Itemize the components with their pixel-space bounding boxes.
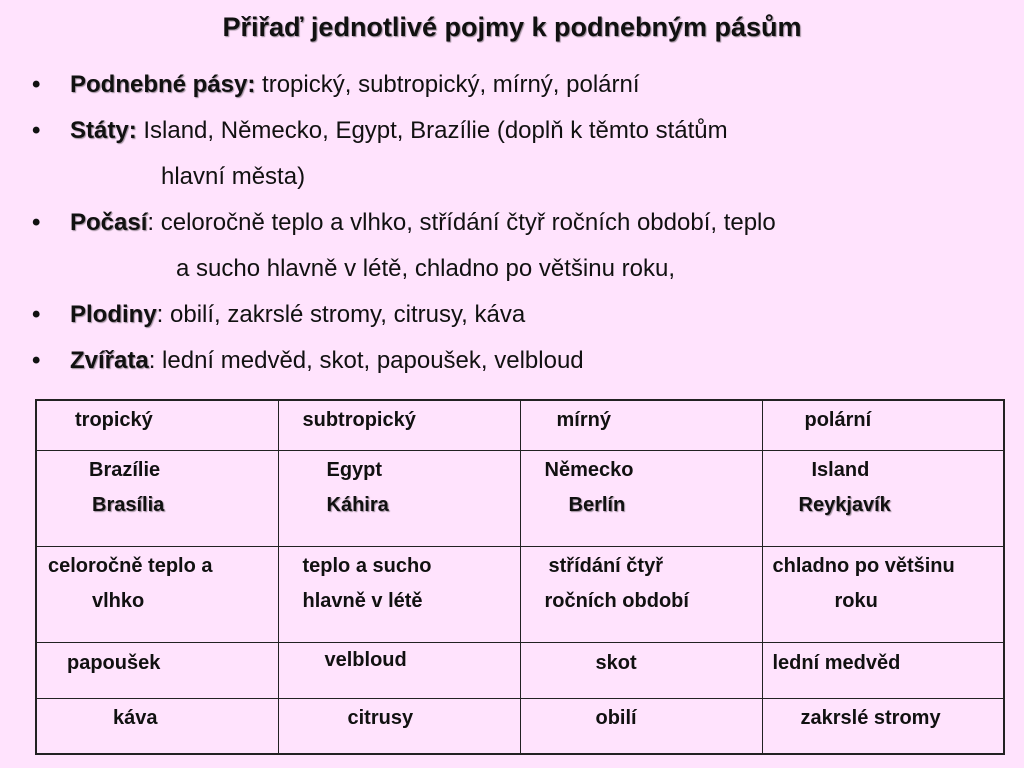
crop-name: citrusy <box>347 706 414 729</box>
table-cell <box>762 698 1004 754</box>
table-cell <box>520 547 762 643</box>
state-name: Brazílie <box>89 459 161 482</box>
table-cell <box>278 547 520 643</box>
bullet-label: Zvířata <box>70 347 149 374</box>
bullet-dot-icon: • <box>32 301 41 328</box>
weather-line: teplo a sucho <box>302 555 432 578</box>
bullet-weather <box>32 200 1012 292</box>
weather-line: střídání čtyř <box>548 555 663 578</box>
table-row-headers <box>36 400 1004 451</box>
crop-name: káva <box>113 706 158 729</box>
animal-name: papoušek <box>67 652 161 675</box>
table-cell <box>36 547 278 643</box>
bullet-text: tropický, subtropický, mírný, polární <box>255 71 640 98</box>
bullet-continuation: a sucho hlavně v létě, chladno po většinu roku, <box>176 255 675 282</box>
bullet-text: : obilí, zakrslé stromy, citrusy, káva <box>156 301 526 328</box>
capital-name: Berlín <box>568 494 626 517</box>
weather-line: hlavně v létě <box>302 590 423 613</box>
state-name: Egypt <box>326 459 383 482</box>
header-tropical: tropický <box>75 409 153 431</box>
table-cell <box>36 698 278 754</box>
bullet-label: Státy: <box>70 117 137 144</box>
bullet-text: : celoročně teplo a vlhko, střídání čtyř ročních období, teplo <box>147 209 776 236</box>
table-cell <box>278 643 520 699</box>
bullet-list <box>32 62 1012 384</box>
bullet-continuation: hlavní města) <box>161 163 306 190</box>
table-row-weather <box>36 547 1004 643</box>
crop-name: zakrslé stromy <box>800 706 941 729</box>
weather-line: chladno po většinu <box>772 555 955 578</box>
bullet-states <box>32 108 1012 200</box>
weather-line: vlhko <box>92 590 145 613</box>
bullet-text: Island, Německo, Egypt, Brazílie (doplň k těmto státům <box>136 117 728 144</box>
capital-name: Reykjavík <box>798 494 891 517</box>
bullet-dot-icon: • <box>32 117 41 144</box>
animal-name: lední medvěd <box>772 652 901 675</box>
table-row-animals <box>36 643 1004 699</box>
bullet-crops <box>32 292 1012 338</box>
state-name: Německo <box>544 459 634 482</box>
table-row-crops <box>36 698 1004 754</box>
state-name: Island <box>811 459 870 482</box>
bullet-label: Plodiny <box>70 301 157 328</box>
bullet-climate-zones <box>32 62 1012 108</box>
weather-line: ročních období <box>544 590 689 613</box>
table-cell <box>520 451 762 547</box>
climate-zone-table <box>35 399 1005 755</box>
header-subtropical: subtropický <box>302 409 416 431</box>
weather-line: roku <box>834 590 878 613</box>
table-cell <box>762 451 1004 547</box>
weather-line: celoročně teplo a <box>48 555 213 578</box>
capital-name: Brasília <box>92 494 165 517</box>
bullet-animals <box>32 338 1012 384</box>
table-cell <box>762 643 1004 699</box>
table-cell <box>762 547 1004 643</box>
table-cell <box>762 400 1004 451</box>
header-polar: polární <box>804 409 872 431</box>
table-cell <box>36 400 278 451</box>
header-temperate: mírný <box>556 409 611 431</box>
table-cell <box>520 643 762 699</box>
table-cell <box>520 400 762 451</box>
capital-name: Káhira <box>326 494 389 517</box>
page-title: Přiřaď jednotlivé pojmy k podnebným pásům <box>222 12 802 42</box>
bullet-dot-icon: • <box>32 347 41 374</box>
crop-name: obilí <box>595 706 637 729</box>
table-cell <box>36 643 278 699</box>
table-cell <box>278 400 520 451</box>
table-cell <box>520 698 762 754</box>
table-cell <box>278 698 520 754</box>
bullet-label: Podnebné pásy: <box>70 71 256 98</box>
bullet-dot-icon: • <box>32 209 41 236</box>
bullet-dot-icon: • <box>32 71 41 98</box>
bullet-label: Počasí <box>70 209 148 236</box>
table-row-states <box>36 451 1004 547</box>
table-cell <box>36 451 278 547</box>
bullet-text: : lední medvěd, skot, papoušek, velbloud <box>148 347 584 374</box>
animal-name: skot <box>595 652 637 675</box>
animal-name: velbloud <box>324 649 407 672</box>
table-cell <box>278 451 520 547</box>
